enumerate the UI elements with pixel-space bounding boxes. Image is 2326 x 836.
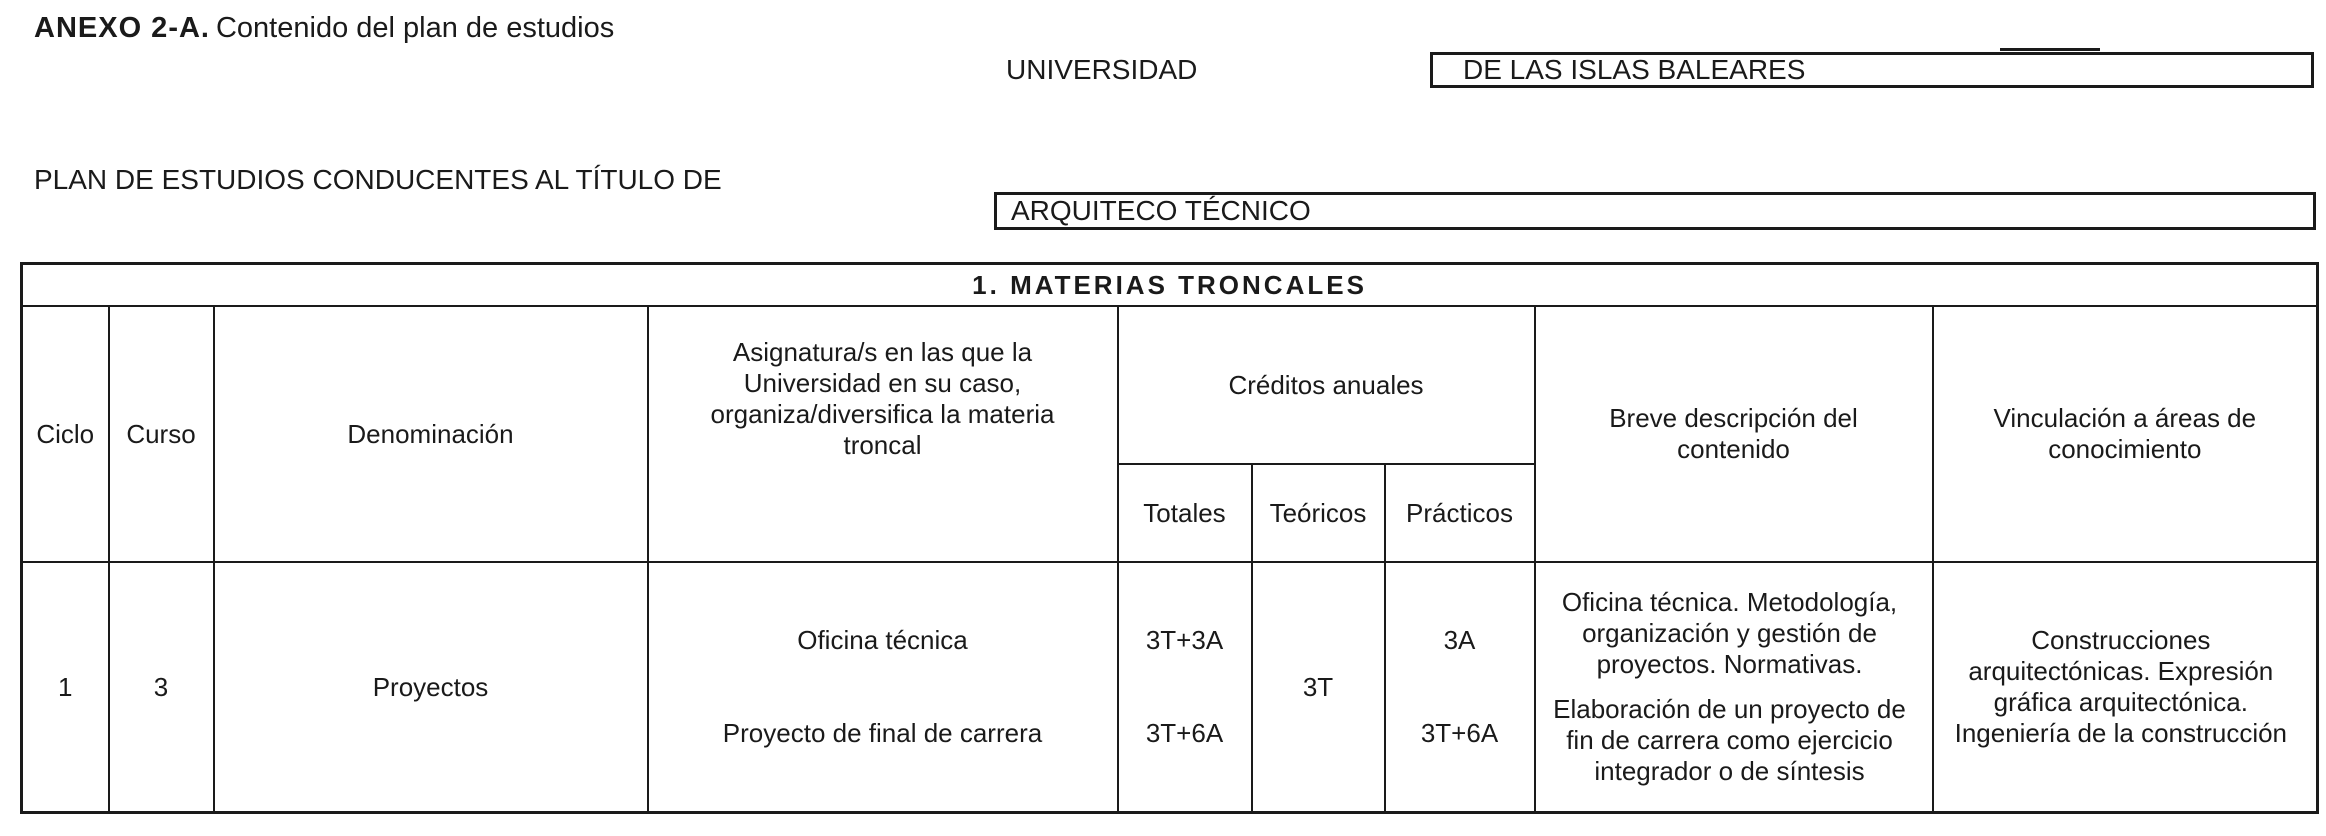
plan-label: PLAN DE ESTUDIOS CONDUCENTES AL TÍTULO DE [34, 164, 722, 195]
header-totales: Totales [1118, 464, 1252, 562]
header-asignatura: Asignatura/s en las que la Universidad en su caso, organiza/diversifica la materia troncal [648, 306, 1118, 562]
asignatura-proyecto: Proyecto de final de carrera [722, 718, 1043, 748]
annex-heading [34, 12, 614, 45]
header-teoricos: Teóricos [1252, 464, 1385, 562]
header-curso: Curso [109, 306, 214, 562]
cell-asignatura [648, 562, 1118, 813]
annex-label: ANEXO 2-A. [34, 12, 210, 44]
cell-denominacion: Proyectos [214, 562, 648, 813]
header-descripcion: Breve descripción del contenido [1535, 306, 1933, 562]
header-practicos: Prácticos [1385, 464, 1535, 562]
university-label: UNIVERSIDAD [1006, 54, 1198, 85]
descripcion-proyecto: Elaboración de un proyecto de fin de carrera como ejercicio integrador o de síntesis [1553, 694, 1906, 786]
cell-curso: 3 [109, 562, 214, 813]
header-vinculacion: Vinculación a áreas de conocimiento [1933, 306, 2318, 562]
header-denominacion: Denominación [214, 306, 648, 562]
asignatura-oficina: Oficina técnica [797, 625, 968, 655]
table-row [22, 562, 2318, 813]
practicos-proyecto: 3T+6A [1420, 718, 1499, 748]
university-field: DE LAS ISLAS BALEARES [1430, 52, 2314, 88]
cell-descripcion [1535, 562, 1933, 813]
descripcion-oficina: Oficina técnica. Metodología, organización y gestión de proyectos. Normativas. [1561, 587, 1898, 679]
cell-vinculacion: Construcciones arquitectónicas. Expresión gráfica arquitectónica. Ingeniería de la construcción [1933, 562, 2318, 813]
cell-teoricos [1252, 562, 1385, 813]
degree-field: ARQUITECO TÉCNICO [994, 192, 2316, 230]
header-creditos: Créditos anuales [1118, 306, 1535, 464]
annex-text: Contenido del plan de estudios [215, 12, 615, 44]
totales-proyecto: 3T+6A [1145, 718, 1224, 748]
practicos-oficina: 3A [1443, 625, 1476, 655]
curriculum-table [20, 262, 2319, 814]
header-ciclo: Ciclo [22, 306, 109, 562]
cell-totales [1118, 562, 1252, 813]
cell-ciclo: 1 [22, 562, 109, 813]
totales-oficina: 3T+3A [1145, 625, 1224, 655]
university-overline [2000, 48, 2100, 51]
teoricos-oficina: 3T [1302, 671, 1334, 702]
cell-practicos [1385, 562, 1535, 813]
section-title: 1. MATERIAS TRONCALES [22, 264, 2318, 307]
